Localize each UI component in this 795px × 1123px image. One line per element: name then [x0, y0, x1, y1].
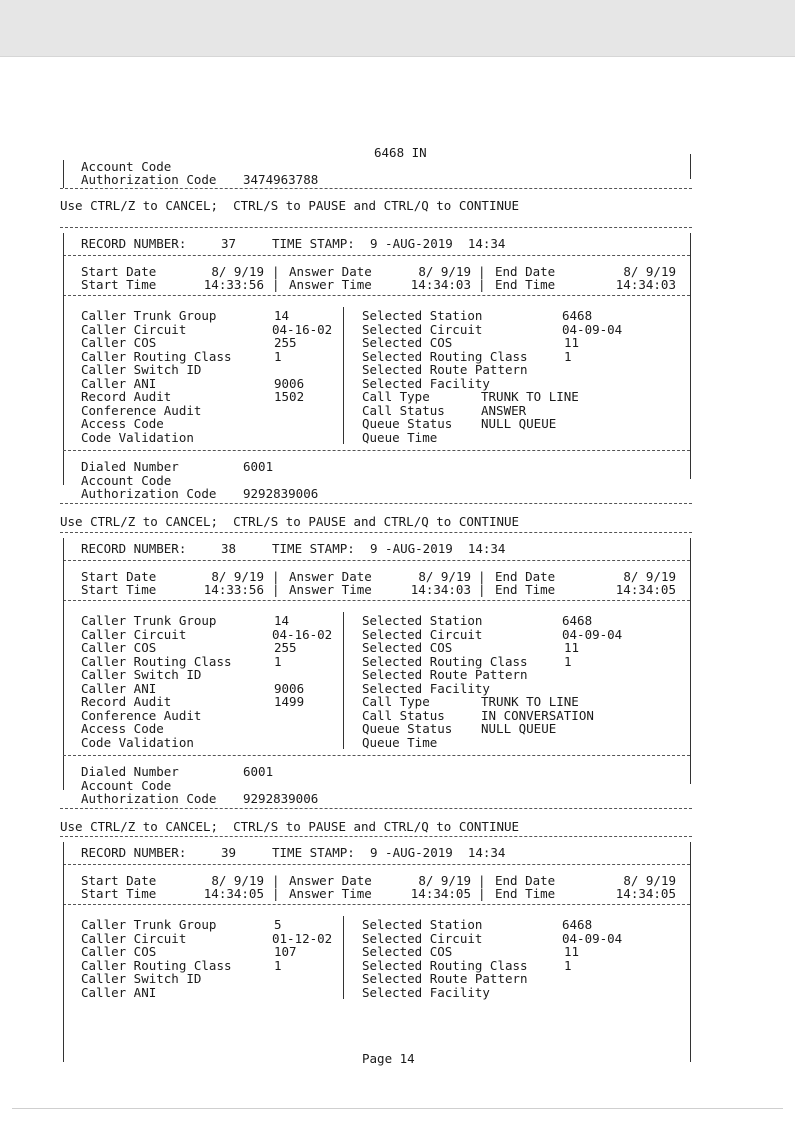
caller-field-label: Code Validation — [81, 734, 194, 750]
selected-field-label: Selected Routing Class — [362, 653, 528, 669]
caller-field-label: Caller ANI — [81, 375, 157, 391]
caller-field-label: Caller Switch ID — [81, 971, 202, 986]
start-date-label: Start Date — [81, 264, 157, 279]
start-date-value: 8/ 9/19 — [211, 264, 264, 279]
bar-glyph: | — [272, 264, 280, 279]
selected-field-value: 6468 — [562, 613, 593, 628]
end-time-label: End Time — [495, 582, 556, 597]
selected-field-label: Selected COS — [362, 640, 453, 655]
end-date-value: 8/ 9/19 — [623, 569, 676, 584]
record-number-label: RECORD NUMBER: — [81, 541, 187, 556]
record-top-rule — [60, 836, 692, 837]
start-time-label: Start Time — [81, 582, 157, 597]
selected-field-label: Selected Station — [362, 917, 483, 932]
caller-field-label: Caller ANI — [81, 680, 157, 696]
bar-glyph: | — [272, 873, 280, 888]
authorization-code-label: Authorization Code — [81, 172, 217, 187]
caller-field-value: 1 — [274, 957, 282, 973]
page-number: Page 14 — [362, 1051, 415, 1066]
selected-field-value: 11 — [564, 640, 580, 655]
answer-date-value: 8/ 9/19 — [418, 569, 471, 584]
caller-field-label: Caller Circuit — [81, 626, 187, 642]
block-end-rule — [60, 503, 692, 504]
selected-field-label: Selected Facility — [362, 680, 490, 696]
record-top-rule — [60, 532, 692, 533]
caller-field-label: Caller Trunk Group — [81, 308, 217, 323]
cancel-instruction: Use CTRL/Z to CANCEL; CTRL/S to PAUSE and CTRL/Q to CONTINUE — [60, 818, 520, 834]
start-time-label: Start Time — [81, 886, 157, 901]
selected-field-label: Selected Route Pattern — [362, 667, 528, 682]
dialed-number-label: Dialed Number — [81, 459, 179, 474]
end-date-value: 8/ 9/19 — [623, 264, 676, 279]
selected-field-label: Selected Station — [362, 613, 483, 628]
fields-end-rule — [63, 755, 690, 756]
left-border — [63, 160, 64, 188]
caller-field-label: Caller COS — [81, 640, 157, 655]
caller-field-value: 14 — [274, 613, 290, 628]
answer-time-label: Answer Time — [289, 582, 372, 597]
caller-field-value: 5 — [274, 917, 282, 932]
answer-date-label: Answer Date — [289, 873, 372, 888]
selected-field-value: TRUNK TO LINE — [481, 694, 579, 709]
record-top-rule — [60, 227, 692, 228]
caller-field-value: 1499 — [274, 694, 305, 709]
selected-field-label: Selected Routing Class — [362, 957, 528, 973]
time-stamp-value: 9 -AUG-2019 14:34 — [370, 845, 506, 860]
selected-field-label: Selected Route Pattern — [362, 971, 528, 986]
record-number-label: RECORD NUMBER: — [81, 845, 187, 860]
start-date-label: Start Date — [81, 569, 157, 584]
selected-field-label: Call Status — [362, 402, 445, 418]
end-date-label: End Date — [495, 873, 556, 888]
left-border — [63, 233, 64, 485]
answer-time-value: 14:34:03 — [410, 582, 471, 597]
right-border — [690, 538, 691, 784]
selected-field-value: IN CONVERSATION — [481, 707, 594, 723]
caller-field-value: 1 — [274, 653, 282, 669]
bar-glyph: | — [272, 277, 280, 292]
block-end-rule — [60, 808, 692, 809]
header-text: 6468 IN — [374, 145, 427, 160]
authorization-code-label: Authorization Code — [81, 486, 217, 501]
selected-field-label: Selected COS — [362, 944, 453, 959]
caller-field-label: Record Audit — [81, 389, 172, 404]
caller-field-label: Record Audit — [81, 694, 172, 709]
caller-field-value: 9006 — [274, 680, 305, 696]
caller-field-label: Caller Routing Class — [81, 957, 232, 973]
selected-field-label: Call Type — [362, 389, 430, 404]
caller-field-value: 01-12-02 — [272, 930, 333, 946]
record-number-value: 37 — [221, 236, 237, 251]
account-code-label: Account Code — [81, 472, 172, 488]
caller-field-value: 107 — [274, 944, 297, 959]
start-time-label: Start Time — [81, 277, 157, 292]
selected-field-value: 04-09-04 — [562, 930, 623, 946]
caller-field-label: Caller Circuit — [81, 930, 187, 946]
record-number-label: RECORD NUMBER: — [81, 236, 187, 251]
bar-glyph: | — [478, 873, 486, 888]
time-stamp-value: 9 -AUG-2019 14:34 — [370, 236, 506, 251]
caller-field-value: 1502 — [274, 389, 305, 404]
caller-field-label: Code Validation — [81, 429, 194, 445]
caller-field-label: Access Code — [81, 721, 164, 736]
answer-time-label: Answer Time — [289, 277, 372, 292]
selected-field-label: Queue Time — [362, 734, 438, 750]
selected-field-label: Selected Route Pattern — [362, 362, 528, 377]
dialed-number-label: Dialed Number — [81, 764, 179, 779]
bar-glyph: | — [478, 277, 486, 292]
caller-field-value: 255 — [274, 335, 297, 350]
caller-field-label: Access Code — [81, 416, 164, 431]
selected-field-label: Queue Status — [362, 721, 453, 736]
caller-field-label: Caller Circuit — [81, 321, 187, 337]
selected-field-label: Selected Circuit — [362, 626, 483, 642]
authorization-code-label: Authorization Code — [81, 791, 217, 806]
authorization-code-value: 9292839006 — [243, 486, 319, 501]
left-border — [63, 842, 64, 1062]
answer-time-value: 14:34:03 — [410, 277, 471, 292]
dates-rule — [63, 904, 690, 905]
selected-field-value: 04-09-04 — [562, 321, 623, 337]
start-date-value: 8/ 9/19 — [211, 569, 264, 584]
start-time-value: 14:33:56 — [203, 582, 264, 597]
bar-glyph: | — [478, 886, 486, 901]
column-separator — [343, 307, 344, 444]
selected-field-label: Selected Circuit — [362, 930, 483, 946]
dialed-number-value: 6001 — [243, 459, 274, 474]
end-date-label: End Date — [495, 264, 556, 279]
column-separator — [343, 612, 344, 749]
answer-date-label: Answer Date — [289, 264, 372, 279]
selected-field-value: 11 — [564, 944, 580, 959]
caller-field-label: Caller Routing Class — [81, 653, 232, 669]
selected-field-value: NULL QUEUE — [481, 721, 557, 736]
account-code-label: Account Code — [81, 777, 172, 793]
selected-field-label: Selected Station — [362, 308, 483, 323]
bar-glyph: | — [478, 569, 486, 584]
fields-end-rule — [63, 450, 690, 451]
end-date-value: 8/ 9/19 — [623, 873, 676, 888]
caller-field-value: 04-16-02 — [272, 626, 333, 642]
dialed-number-value: 6001 — [243, 764, 274, 779]
selected-field-value: 04-09-04 — [562, 626, 623, 642]
selected-field-label: Call Status — [362, 707, 445, 723]
selected-field-value: 6468 — [562, 308, 593, 323]
caller-field-label: Caller Trunk Group — [81, 917, 217, 932]
caller-field-value: 9006 — [274, 375, 305, 391]
bar-glyph: | — [272, 582, 280, 597]
record-header-rule — [63, 560, 690, 561]
answer-date-value: 8/ 9/19 — [418, 873, 471, 888]
time-stamp-value: 9 -AUG-2019 14:34 — [370, 541, 506, 556]
right-border — [690, 154, 691, 179]
selected-field-label: Call Type — [362, 694, 430, 709]
time-stamp-label: TIME STAMP: — [272, 845, 355, 860]
end-time-label: End Time — [495, 277, 556, 292]
record-number-value: 39 — [221, 845, 237, 860]
caller-field-label: Caller Trunk Group — [81, 613, 217, 628]
selected-field-label: Selected COS — [362, 335, 453, 350]
caller-field-label: Caller COS — [81, 335, 157, 350]
caller-field-label: Conference Audit — [81, 402, 202, 418]
answer-date-value: 8/ 9/19 — [418, 264, 471, 279]
caller-field-value: 255 — [274, 640, 297, 655]
record-header-rule — [63, 255, 690, 256]
end-date-label: End Date — [495, 569, 556, 584]
caller-field-label: Caller Switch ID — [81, 362, 202, 377]
record-header-rule — [63, 864, 690, 865]
answer-date-label: Answer Date — [289, 569, 372, 584]
account-code-label: Account Code — [81, 159, 172, 174]
end-time-label: End Time — [495, 886, 556, 901]
selected-field-value: NULL QUEUE — [481, 416, 557, 431]
left-border — [63, 538, 64, 790]
selected-field-value: TRUNK TO LINE — [481, 389, 579, 404]
caller-field-label: Caller Switch ID — [81, 667, 202, 682]
start-date-value: 8/ 9/19 — [211, 873, 264, 888]
record-number-value: 38 — [221, 541, 237, 556]
right-border — [690, 842, 691, 1062]
cancel-instruction: Use CTRL/Z to CANCEL; CTRL/S to PAUSE and CTRL/Q to CONTINUE — [60, 198, 520, 213]
column-separator — [343, 916, 344, 999]
authorization-code-value: 3474963788 — [243, 172, 319, 187]
start-date-label: Start Date — [81, 873, 157, 888]
bar-glyph: | — [478, 264, 486, 279]
time-stamp-label: TIME STAMP: — [272, 541, 355, 556]
answer-time-label: Answer Time — [289, 886, 372, 901]
right-border — [690, 233, 691, 479]
caller-field-value: 1 — [274, 348, 282, 364]
caller-field-value: 14 — [274, 308, 290, 323]
bar-glyph: | — [272, 886, 280, 901]
caller-field-label: Caller COS — [81, 944, 157, 959]
end-time-value: 14:34:05 — [615, 886, 676, 901]
block-end-rule — [60, 188, 692, 189]
selected-field-label: Selected Facility — [362, 984, 490, 1000]
caller-field-label: Conference Audit — [81, 707, 202, 723]
selected-field-value: 1 — [564, 957, 572, 973]
bar-glyph: | — [478, 582, 486, 597]
selected-field-label: Selected Circuit — [362, 321, 483, 337]
selected-field-label: Selected Facility — [362, 375, 490, 391]
authorization-code-value: 9292839006 — [243, 791, 319, 806]
caller-field-value: 04-16-02 — [272, 321, 333, 337]
answer-time-value: 14:34:05 — [410, 886, 471, 901]
time-stamp-label: TIME STAMP: — [272, 236, 355, 251]
end-time-value: 14:34:05 — [615, 582, 676, 597]
selected-field-value: 1 — [564, 348, 572, 364]
selected-field-value: ANSWER — [481, 402, 527, 418]
start-time-value: 14:34:05 — [203, 886, 264, 901]
selected-field-value: 11 — [564, 335, 580, 350]
cancel-instruction: Use CTRL/Z to CANCEL; CTRL/S to PAUSE and CTRL/Q to CONTINUE — [60, 513, 520, 529]
end-time-value: 14:34:03 — [615, 277, 676, 292]
dates-rule — [63, 295, 690, 296]
caller-field-label: Caller Routing Class — [81, 348, 232, 364]
dates-rule — [63, 600, 690, 601]
bar-glyph: | — [272, 569, 280, 584]
selected-field-label: Selected Routing Class — [362, 348, 528, 364]
selected-field-value: 1 — [564, 653, 572, 669]
selected-field-value: 6468 — [562, 917, 593, 932]
caller-field-label: Caller ANI — [81, 984, 157, 1000]
selected-field-label: Queue Time — [362, 429, 438, 445]
start-time-value: 14:33:56 — [203, 277, 264, 292]
selected-field-label: Queue Status — [362, 416, 453, 431]
